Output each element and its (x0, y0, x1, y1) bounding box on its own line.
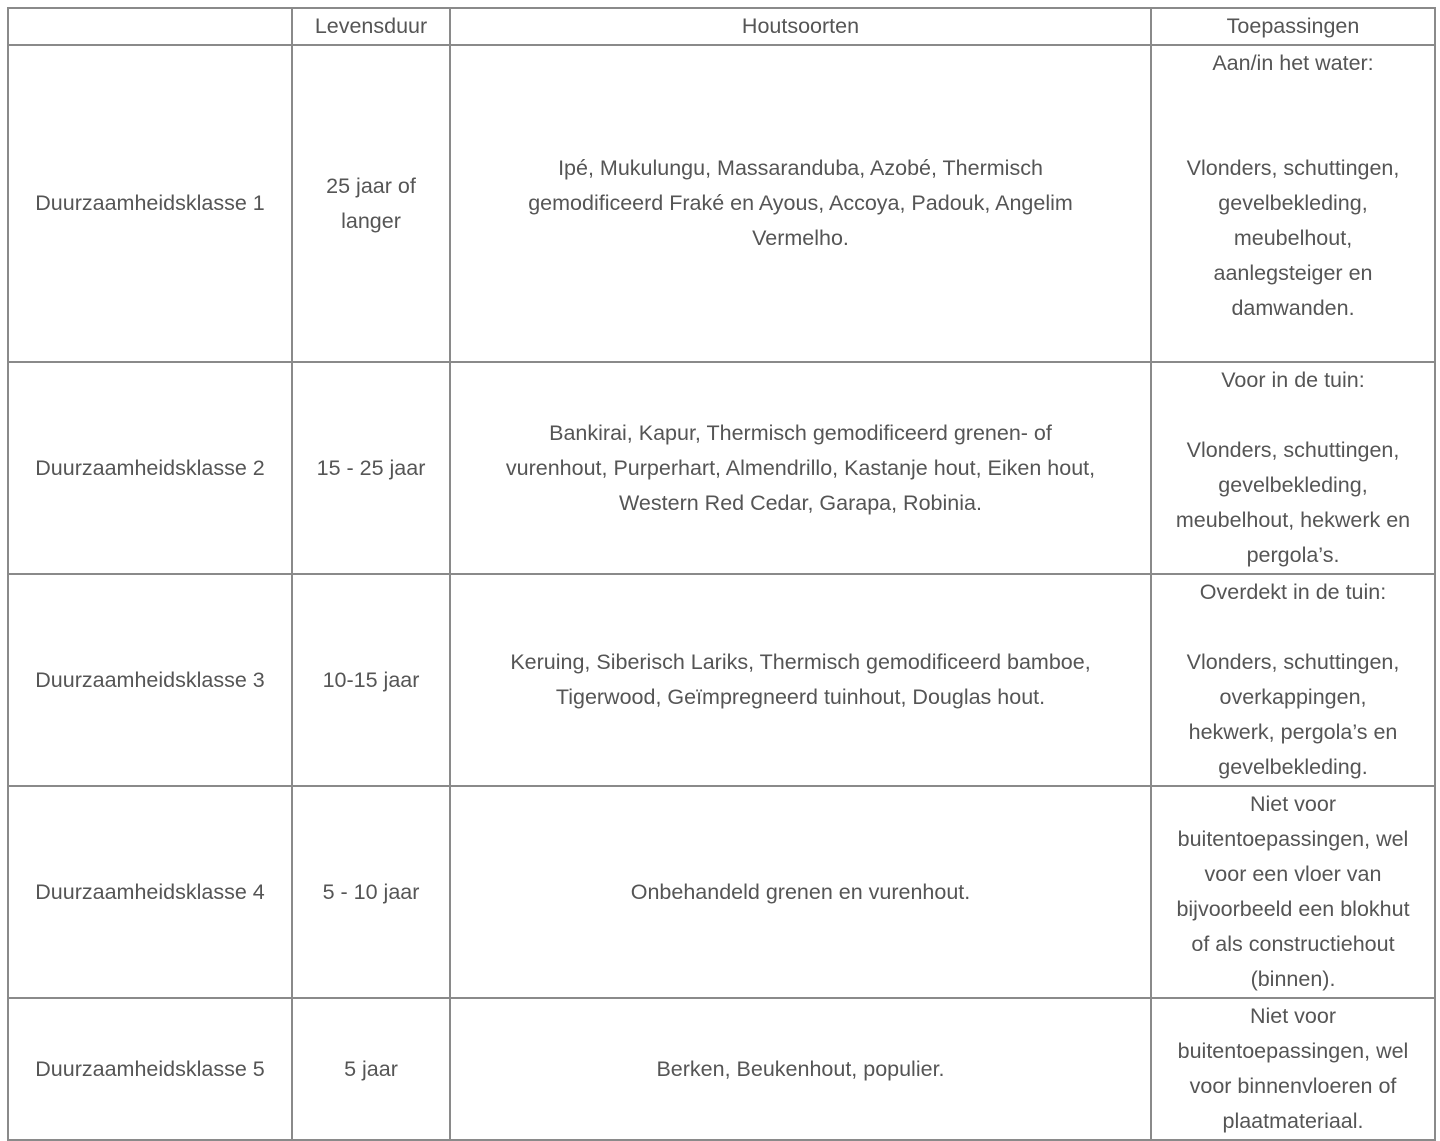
header-empty (8, 8, 292, 45)
header-row (8, 8, 1435, 45)
houtsoorten-cell: Onbehandeld grenen en vurenhout. (450, 786, 1151, 998)
houtsoorten-cell: Keruing, Siberisch Lariks, Thermisch gemodificeerd bamboe, Tigerwood, Geïmpregneerd tuinhout, Douglas hout. (450, 574, 1151, 786)
levensduur-cell: 15 - 25 jaar (292, 362, 450, 574)
houtsoorten-cell: Berken, Beukenhout, populier. (450, 998, 1151, 1140)
header-houtsoorten: Houtsoorten (450, 8, 1151, 45)
klasse-cell: Duurzaamheidsklasse 3 (8, 574, 292, 786)
header-toepassingen: Toepassingen (1151, 8, 1435, 45)
klasse-cell: Duurzaamheidsklasse 5 (8, 998, 292, 1140)
table-row (8, 786, 1435, 998)
levensduur-cell: 5 - 10 jaar (292, 786, 450, 998)
klasse-cell: Duurzaamheidsklasse 2 (8, 362, 292, 574)
houtsoorten-cell: Ipé, Mukulungu, Massaranduba, Azobé, Thermisch gemodificeerd Fraké en Ayous, Accoya, Padouk, Angelim Vermelho. (450, 45, 1151, 362)
toepassingen-cell: Niet voor buitentoepassingen, wel voor een vloer van bijvoorbeeld een blokhut of als constructiehout (binnen). (1151, 786, 1435, 998)
levensduur-cell: 10-15 jaar (292, 574, 450, 786)
levensduur-cell: 25 jaar of langer (292, 45, 450, 362)
toepassingen-cell: Voor in de tuin: Vlonders, schuttingen, gevelbekleding, meubelhout, hekwerk en pergola’s. (1151, 362, 1435, 574)
header-levensduur: Levensduur (292, 8, 450, 45)
levensduur-cell: 5 jaar (292, 998, 450, 1140)
table-row (8, 45, 1435, 362)
klasse-cell: Duurzaamheidsklasse 1 (8, 45, 292, 362)
toepassingen-cell: Aan/in het water: Vlonders, schuttingen, gevelbekleding, meubelhout, aanlegsteiger en damwanden. (1151, 45, 1435, 362)
durability-table (7, 7, 1436, 1141)
table-row (8, 574, 1435, 786)
toepassingen-cell: Overdekt in de tuin: Vlonders, schuttingen, overkappingen, hekwerk, pergola’s en gevelbekleding. (1151, 574, 1435, 786)
toepassingen-cell: Niet voor buitentoepassingen, wel voor binnenvloeren of plaatmateriaal. (1151, 998, 1435, 1140)
table-row (8, 998, 1435, 1140)
klasse-cell: Duurzaamheidsklasse 4 (8, 786, 292, 998)
houtsoorten-cell: Bankirai, Kapur, Thermisch gemodificeerd grenen- of vurenhout, Purperhart, Almendrillo, Kastanje hout, Eiken hout, Western Red Cedar, Garapa, Robinia. (450, 362, 1151, 574)
table-row (8, 362, 1435, 574)
